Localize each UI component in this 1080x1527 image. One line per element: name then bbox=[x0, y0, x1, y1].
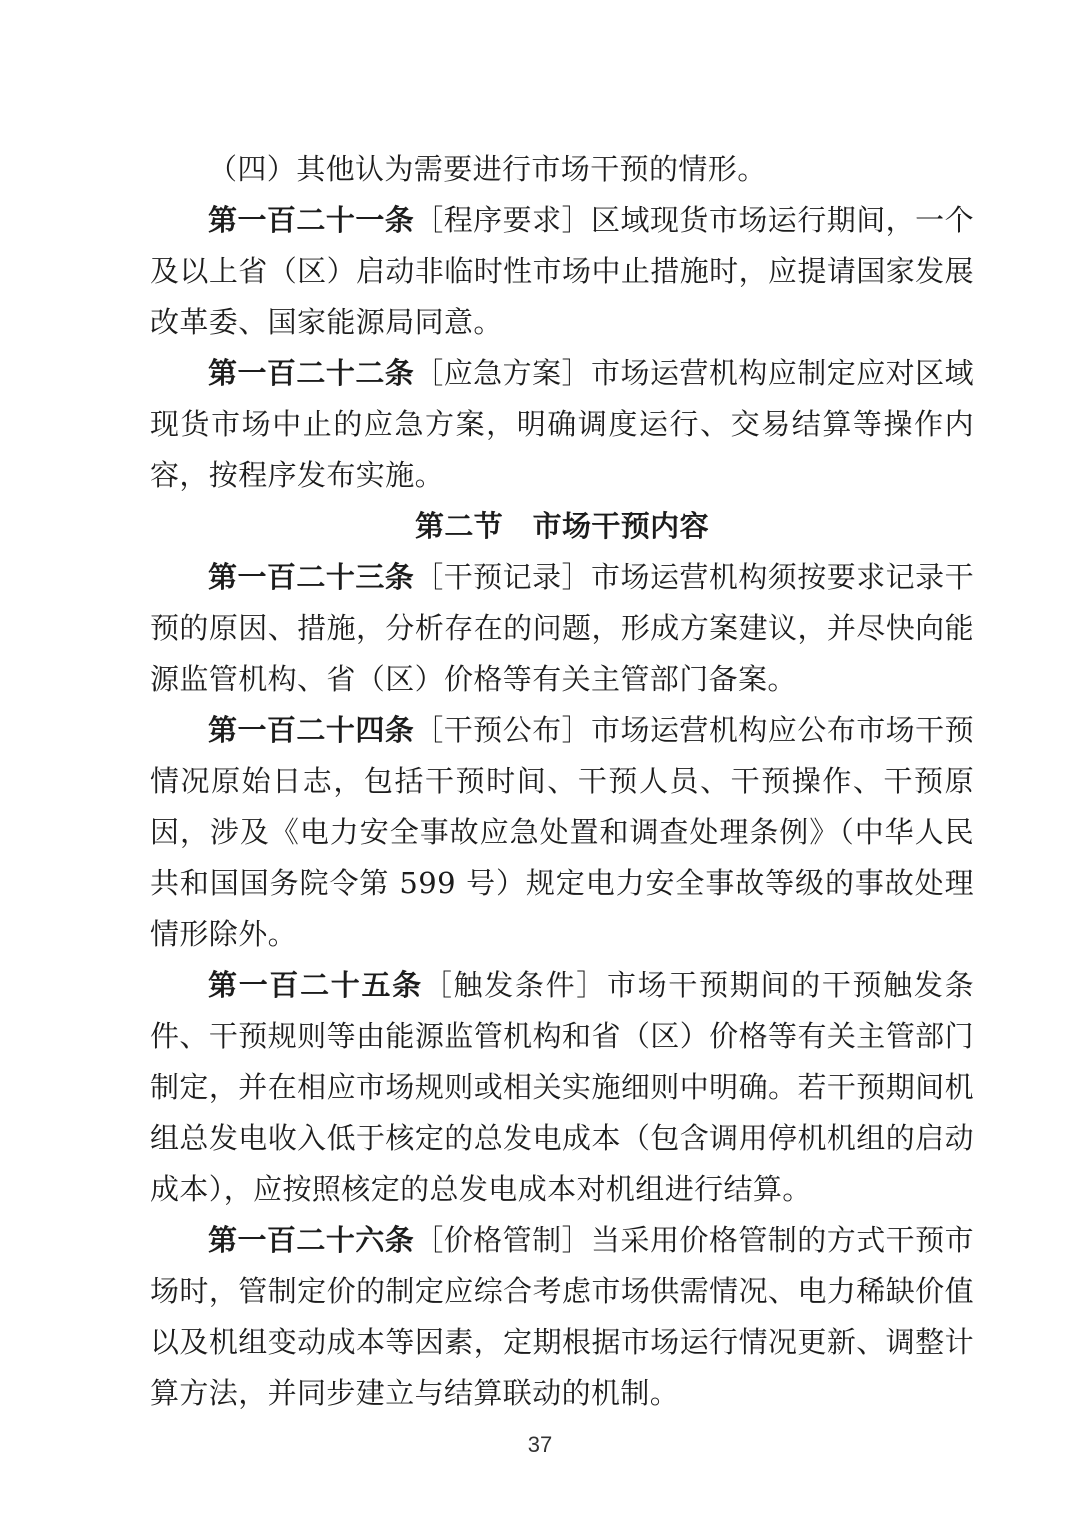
article-text: ［干预记录］市场运营机构须按要求记录干预的原因、措施，分析存在的问题，形成方案建议，并尽快向能源监管机构、省（区）价格等有关主管部门备案。 bbox=[150, 560, 974, 696]
paragraph-article-123 bbox=[150, 552, 974, 705]
article-text: ［干预公布］市场运营机构应公布市场干预情况原始日志，包括干预时间、干预人员、干预操作、干预原因，涉及《电力安全事故应急处置和调查处理条例》（中华人民共和国国务院令第 599 号）规定电力安全事故等级的事故处理情形除外。 bbox=[150, 713, 974, 951]
paragraph-text: （四）其他认为需要进行市场干预的情形。 bbox=[208, 152, 767, 186]
article-number: 第一百二十五条 bbox=[208, 968, 423, 1002]
paragraph-article-122 bbox=[150, 348, 974, 501]
paragraph-article-121 bbox=[150, 195, 974, 348]
article-number: 第一百二十六条 bbox=[208, 1223, 415, 1257]
article-text: ［应急方案］市场运营机构应制定应对区域现货市场中止的应急方案，明确调度运行、交易结算等操作内容，按程序发布实施。 bbox=[150, 356, 974, 492]
section-heading bbox=[150, 501, 974, 552]
article-text: ［触发条件］市场干预期间的干预触发条件、干预规则等由能源监管机构和省（区）价格等有关主管部门制定，并在相应市场规则或相关实施细则中明确。若干预期间机组总发电收入低于核定的总发电成本（包含调用停机机组的启动成本），应按照核定的总发电成本对机组进行结算。 bbox=[150, 968, 974, 1206]
paragraph-article-125 bbox=[150, 960, 974, 1215]
article-text: ［程序要求］区域现货市场运行期间，一个及以上省（区）启动非临时性市场中止措施时，应提请国家发展改革委、国家能源局同意。 bbox=[150, 203, 974, 339]
article-number: 第一百二十二条 bbox=[208, 356, 415, 390]
paragraph-article-126 bbox=[150, 1215, 974, 1419]
paragraph-item-4 bbox=[150, 144, 974, 195]
paragraph-article-124 bbox=[150, 705, 974, 960]
section-heading-text: 第二节 市场干预内容 bbox=[414, 509, 709, 543]
page-number: 37 bbox=[527, 1432, 553, 1457]
page-footer bbox=[0, 1430, 1080, 1460]
document-body bbox=[150, 144, 974, 1419]
article-number: 第一百二十三条 bbox=[208, 560, 415, 594]
article-number: 第一百二十四条 bbox=[208, 713, 415, 747]
article-text: ［价格管制］当采用价格管制的方式干预市场时，管制定价的制定应综合考虑市场供需情况、电力稀缺价值以及机组变动成本等因素，定期根据市场运行情况更新、调整计算方法，并同步建立与结算联动的机制。 bbox=[150, 1223, 974, 1410]
article-number: 第一百二十一条 bbox=[208, 203, 415, 237]
